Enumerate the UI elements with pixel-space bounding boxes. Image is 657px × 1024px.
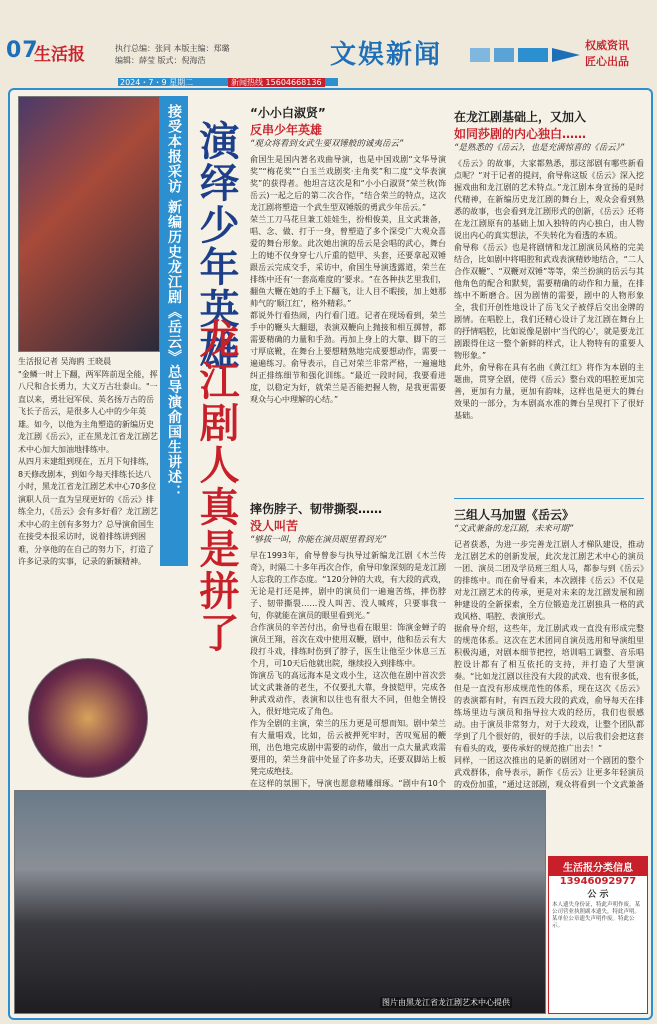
section-3-heading: 在龙江剧基础上，又加入 bbox=[454, 110, 587, 124]
section-4 bbox=[454, 506, 644, 809]
headline-part-1: 演绎少年英雄 bbox=[193, 120, 240, 372]
ad-phone: 13946092977 bbox=[559, 876, 637, 887]
section-2-quote: “够拔一叫，你能在演员眼里看到光” bbox=[250, 535, 387, 545]
intro-column bbox=[18, 356, 158, 569]
section-3-body: 《岳云》的故事，大家都熟悉，那这部剧有哪些新看点呢？“对于记者的提问，俞导称这版《岳云》深入挖掘戏曲和龙江剧的艺术特点。”龙江剧本身宣扬的是时代精神，在新编历史龙江剧的舞台上，观众会看到熟悉的故事，也会看到龙江剧形式的创新，《岳云》还将在龙江剧原有的基础上加入独特的内心独白，由人物说出内心的真实想法，不失转化为看透的本质。 俞导称《岳云》也是将剧情和龙江剧演员风格的完美结合，比如剧中将唱腔和武戏表演精妙地结合，“二人合作双鞭”、“双鞭对双锤”等等，荣兰扮演的岳云与其他角色的配合和默契，需要精确的动作和力量，在排练中不断磨合。因为剧情的需要，剧中的人物形象全，我们开创性地设计了岳飞父子被俘后交出金牌的剧情。在唱腔上，我们还精心设计了龙江剧在舞台上的抒情唱腔，比如说像是剧中‘当代的心’，就是要龙江剧跟得住这一整个新鲜的样式，让人物特有的重要人物形象。” 此外，俞导称在具有名曲《黄江红》将作为本剧的主题曲，贯穿全剧，使得《岳云》整台戏的唱腔更加完善，更加有力量，更加有韵味，这样也是更大的舞台效果的一部分，为本剧高水准的舞台呈现打下了很好基础。 bbox=[454, 159, 644, 420]
section-1-body: 俞国生是国内著名戏曲导演，也是中国戏剧“文华导演奖”“梅花奖”“白玉兰戏剧奖·主角奖”和二度“文华表演奖”的获得者。他坦言这次是和“小小白淑贤”荣兰秋(饰岳云)一起之后的第二次合作，“结合荣兰的特点，这次龙江剧将塑造一个武生型双锤版的勇武少年岳云。” 荣兰工刀马花旦兼工娃娃生，扮相俊美，且文武兼备，唱、念、做、打于一身，曾塑造了多个深受广大观众喜爱的舞台形象。此次她出演的岳云是会唱的武心，舞台上的她不仅身穿七八斤重的铠甲、头套，还要拿起双锤跟岳云完成交手，采访中，俞国生导演透露道，荣兰在排练中还有‘一套高难度的’要求。“在各种扶艺里我们，翻鱼大鞭在她的手上下翻飞，让人目不暇接，加上她那帅气的‘顺江红’，格外精彩。” 都说外行看热闹，内行看门道。记者在现场看到，荣兰手中的鞭头大翻翅，表演双鞭向上抛接和相互掷替，都需要精确的力量和手劲。再加上身上的大靠、脚下的三寸厚底靴，在舞台上要想精熟地完成要想动作，需要一遍遍练习。俞导表示，自己对荣兰非常严格，一遍遍地纠正排练细节和强化训练。“最近一段时间，我要看进度，以稳定为好，就荣兰是否能把握人物，是我更需要观众与心中理解的心结。” bbox=[250, 155, 446, 404]
section-3-subheading: 如同莎剧的内心独白…… bbox=[454, 127, 587, 141]
section-4-heading: 三组人马加盟《岳云》 bbox=[454, 508, 575, 522]
slogan-line-1: 权威资讯 bbox=[585, 39, 629, 52]
hotline-number: 15604668136 bbox=[265, 78, 322, 87]
section-4-body: 记者获悉，为进一步完善龙江剧人才梯队建设，推动龙江剧艺术的创新发展，此次龙江剧艺术中心的演员一团、演员二团及学员班三组人马，都参与到《岳云》的排练中。而在俞导看来，本次剧排《岳云》不仅是对龙江剧艺术的传承，更是对未来的龙江剧发展和剧种建设的全新探索，全方位锻造龙江剧独具一格的武戏风格、唱腔、表演形式。 据俞导介绍，这些年，龙江剧武戏一直没有形成完整的规范体系。这次在艺术团同自演员选用和导演组里积极沟通，对剧本细节把控，培训唱工调整、音乐唱腔设计都有了相互依托的支持，并打造了大型演奏。“比如龙江剧以往没有大段的武戏、也有很多低，但是一直没有形成规范性的体系，现在这次《岳云》的表演都有时，有四五段大段的武戏，俞导每天在排练场里边与演员和指导拉大戏的经历，我们也很感动。由于演员非常努力，对于大段戏，让整个团队都学到了几个很好的，很好的手法，以后我们会把这套有看头的戏，要传承好的规范推广出去！” 同样，一团这次推出的是新的剧团对一个剧团的整个武戏群体，俞导表示，新作《岳云》让更多年轻演员的戏份加重，“通过这部剧，观众将看到一个文武兼备 bbox=[454, 540, 644, 789]
section-1-subheading: 反串少年英雄 bbox=[250, 123, 323, 137]
editor-line-2: 编辑：薛莹 版式：倪海浩 bbox=[115, 56, 206, 65]
hotline-label: 新闻热线 bbox=[231, 78, 263, 87]
section-1-heading: “小小白淑贤” bbox=[250, 106, 326, 120]
actor-portrait-photo bbox=[18, 96, 160, 352]
banner-decoration-icon bbox=[470, 40, 580, 70]
newspaper-brand: 生活报 bbox=[34, 45, 85, 65]
slogan bbox=[585, 38, 629, 70]
kicker-text: 接受本报采访 新编历史龙江剧《岳云》总导演俞国生讲述： bbox=[166, 104, 182, 500]
ad-notice-title: 公 示 bbox=[587, 890, 609, 900]
section-2-body: 早在1993年，俞导曾参与执导过新编龙江剧《木兰传奇》，时隔二十多年再次合作，俞导印象深刻的是龙江剧人忘我的工作态度。“120分钟的大戏，有大段的武戏，无论是打还是摔，剧中的演员们一遍遍苦练，摔伤脖子、韧带撕裂……没人叫苦、没人喊疼，只要事我一句，你就能在演员的眼里看到光。” 合作演员的辛苦付出，俞导也看在眼里：饰演金蝉子的演员王翔，首次在戏中使用双鞭，剧中，他和岳云有大段打斗戏，排练时伤到了脖子，医生让他至少休息三五个月，可10天后他就出院，继续投入到排练中。 饰演岳飞的高远海本是文戏小生，这次他在剧中首次尝试文武兼备的老生，不仅要扎大靠，身披铠甲，完成各种武戏动作，表演和以往也有很大不同，但他全情投入，很好地完成了角色。 作为全剧的主演，荣兰的压力更是可想而知。剧中荣兰有大量唱戏，比如，岳云被押死牢时，苦叹冤屈的鞭刑，出色地完成剧中需要的动作，做出一点大量武戏需要用的，荣兰身前中处显了许多功夫，还要双脚站上板凳完成绝技。 在这样的氛围下，导演也愿意精雕细琢。“剧中有10个 bbox=[250, 551, 446, 788]
classified-ad bbox=[548, 856, 648, 1014]
cast-group-photo bbox=[14, 790, 546, 1014]
photo-caption: 图片由黑龙江省龙江剧艺术中心提供 bbox=[382, 998, 510, 1007]
page-number: 07 bbox=[6, 38, 39, 63]
hotline bbox=[228, 78, 325, 87]
editor-line-1: 执行总编：张同 本版主编：郑璐 bbox=[115, 44, 230, 53]
section-1-quote: “观众将看到女武生要双锤般的诚夷岳云” bbox=[250, 139, 404, 149]
section-2-subheading: 没人叫苦 bbox=[250, 519, 299, 533]
section-3 bbox=[454, 108, 644, 478]
section-2-heading: 摔伤脖子、韧带撕裂…… bbox=[250, 502, 383, 516]
editor-credits bbox=[115, 43, 230, 67]
ad-heading: 生活报分类信息 bbox=[549, 857, 647, 876]
intro-text: 生活报记者 吴海鸥 王晓晨 "金鳞一时上下翻，两军阵前逞全能，挥八尺和合长勇力，大义万古壮泰山。"一直以来，勇壮冠军侯、英名扬万古的岳飞长子岳云，是很多人心中的少年英雄。如今，以他为主角塑造的新编历史龙江剧《岳云》，正在黑龙江省龙江剧艺术中心加大加油地排练中。 从四月末建组到现在，五月下旬排练，8天修改剧本，到如今每天排练长达八小时，黑龙江省龙江剧艺术中心70多位演职人员一直为呈现更好的《岳云》排练全力，《岳云》会有多好看？龙江剧艺术中心的主创有多努力？总导演俞国生在接受本报采访时，说着排练讲到困难，分享他的在自己的努力下，打造了许多记录的实事，记录的新颖精神。 bbox=[18, 357, 158, 566]
stage-performance-photo bbox=[28, 658, 148, 778]
section-1 bbox=[250, 104, 446, 484]
section-2 bbox=[250, 500, 446, 830]
ad-body: 本人遗失身份证，特此声明作废。某公司营业执照副本遗失，特此声明。某单位公章遗失声明作废。特此公示。 bbox=[552, 902, 641, 929]
headline-part-2: 龙江剧人真是拼了 bbox=[193, 318, 240, 654]
slogan-line-2: 匠心出品 bbox=[585, 55, 629, 68]
section-divider bbox=[454, 498, 644, 499]
section-banner: 文娱新闻 bbox=[330, 40, 443, 70]
section-4-quote: “文武兼备的龙江剧，未来可期” bbox=[454, 524, 574, 534]
kicker-bar bbox=[160, 96, 188, 566]
issue-date: 2024・7・9 星期二 bbox=[120, 78, 194, 87]
section-3-quote: “是熟悉的《岳云》，也是充满惊喜的《岳云》” bbox=[454, 143, 625, 153]
